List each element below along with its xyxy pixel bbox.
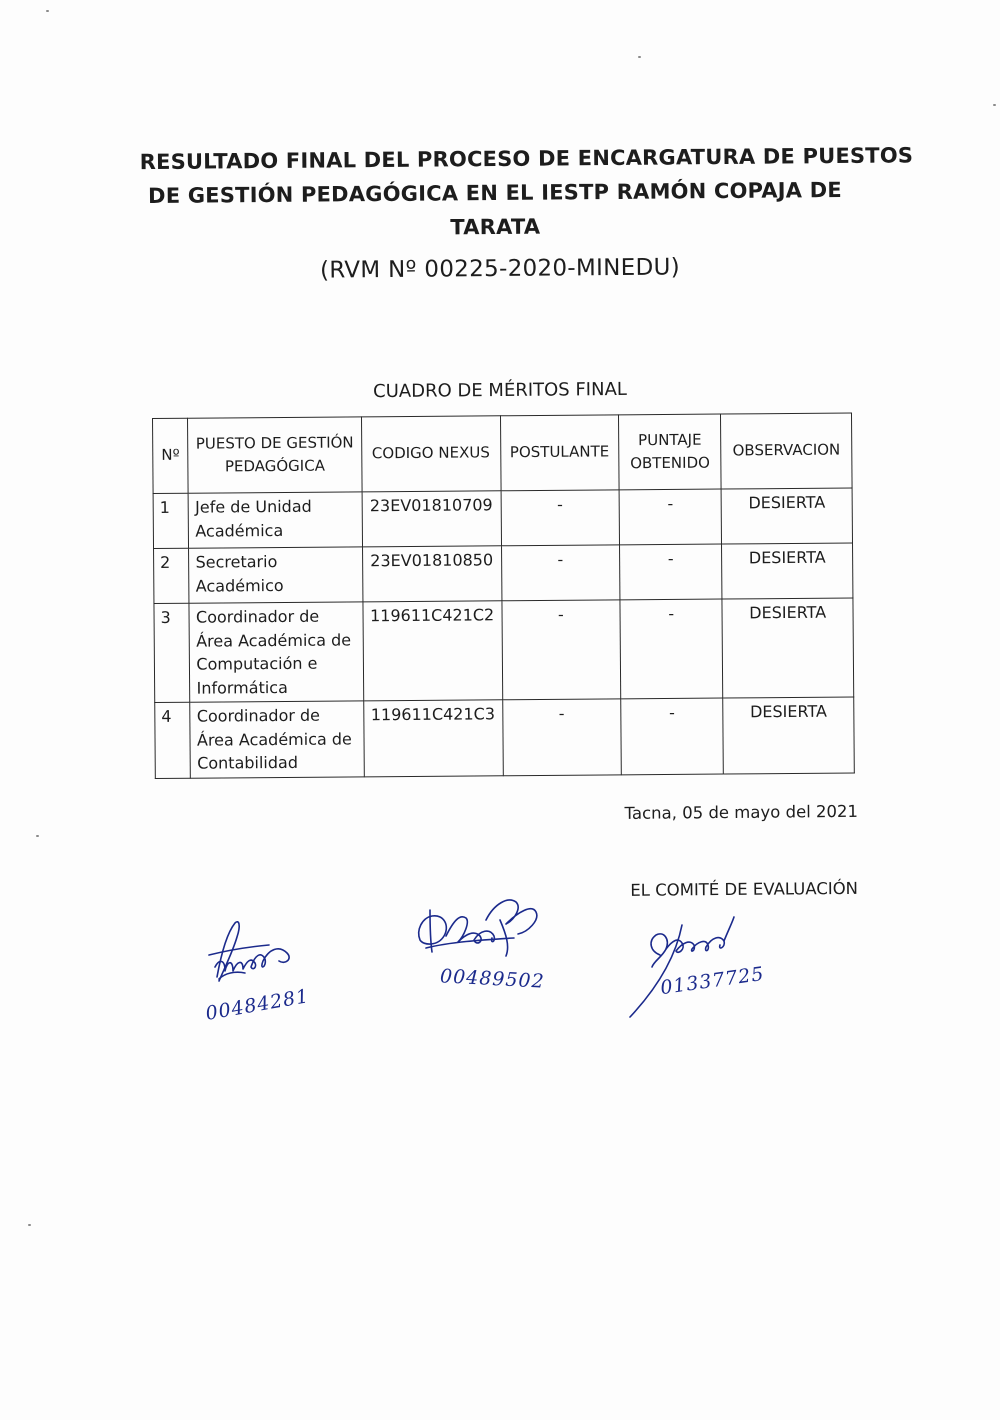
row-codigo: 119611C421C3: [363, 700, 502, 777]
header-observacion: OBSERVACION: [721, 413, 852, 489]
row-codigo: 119611C421C2: [363, 601, 503, 701]
row-puesto: Secretario Académico: [189, 547, 363, 603]
header-puntaje: PUNTAJE OBTENIDO: [619, 414, 722, 490]
committee-label: EL COMITÉ DE EVALUACIÓN: [630, 878, 859, 900]
row-puesto: Jefe de Unidad Académica: [189, 492, 363, 548]
signature-3-number: 01337725: [658, 962, 766, 1000]
row-puntaje: -: [619, 489, 722, 545]
row-observacion: DESIERTA: [723, 697, 854, 774]
row-codigo: 23EV01810850: [362, 546, 501, 602]
row-num: 2: [154, 548, 190, 603]
row-num: 3: [154, 603, 190, 702]
scan-speck: [46, 10, 49, 12]
row-puesto: Coordinador de Área Académica de Contabilidad: [190, 701, 364, 778]
table-row: [155, 697, 855, 778]
title-line-3: TARATA: [450, 214, 541, 240]
row-puntaje: -: [620, 544, 723, 600]
table-header-row: [153, 413, 853, 493]
row-observacion: DESIERTA: [722, 543, 853, 599]
merit-table-container: [152, 413, 855, 779]
row-observacion: DESIERTA: [722, 598, 853, 698]
row-puntaje: -: [620, 599, 723, 699]
table-title: CUADRO DE MÉRITOS FINAL: [373, 378, 627, 403]
document-title: [139, 139, 914, 247]
place-and-date: Tacna, 05 de mayo del 2021: [624, 801, 859, 823]
scan-speck: [993, 104, 996, 106]
row-num: 1: [153, 493, 189, 548]
header-num: Nº: [153, 418, 189, 493]
table-row: [153, 488, 852, 548]
row-postulante: -: [501, 490, 620, 546]
merit-table: [152, 413, 855, 779]
row-postulante: -: [501, 545, 620, 601]
table-row: [154, 598, 854, 702]
header-puesto: PUESTO DE GESTIÓN PEDAGÓGICA: [188, 417, 362, 493]
row-codigo: 23EV01810709: [362, 491, 501, 547]
header-postulante: POSTULANTE: [500, 415, 619, 491]
resolution-reference: (RVM Nº 00225-2020-MINEDU): [319, 254, 681, 284]
signature-2: [410, 890, 560, 970]
scan-speck: [638, 56, 641, 58]
title-line-2: DE GESTIÓN PEDAGÓGICA EN EL IESTP RAMÓN COPAJA DE: [148, 177, 842, 209]
row-postulante: -: [502, 699, 621, 775]
title-line-1: RESULTADO FINAL DEL PROCESO DE ENCARGATURA DE PUESTOS: [139, 143, 914, 175]
header-codigo: CODIGO NEXUS: [361, 416, 500, 492]
row-puntaje: -: [621, 698, 724, 774]
signature-2-number: 00489502: [439, 965, 546, 993]
scan-speck: [36, 835, 39, 837]
table-row: [154, 543, 853, 603]
signature-1-number: 00484281: [203, 985, 311, 1025]
row-num: 4: [155, 702, 191, 778]
row-postulante: -: [501, 600, 620, 700]
row-observacion: DESIERTA: [721, 488, 852, 544]
row-puesto: Coordinador de Área Académica de Computación e Informática: [189, 602, 363, 702]
scan-speck: [28, 1224, 31, 1226]
